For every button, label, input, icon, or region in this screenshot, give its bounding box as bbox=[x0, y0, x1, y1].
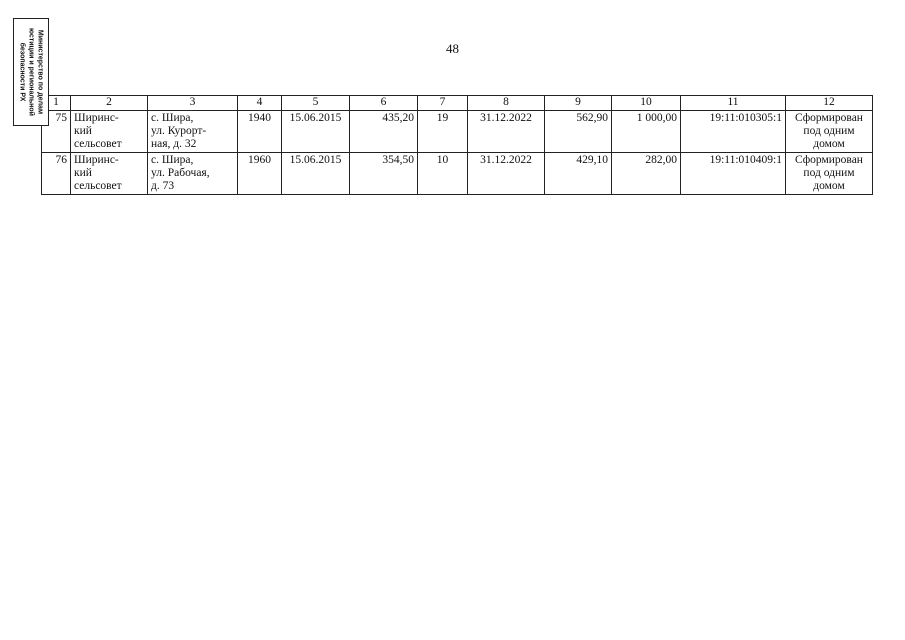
column-header: 12 bbox=[786, 96, 873, 111]
value-cell: 429,10 bbox=[545, 153, 612, 195]
value-cell: 354,50 bbox=[350, 153, 418, 195]
count-cell: 19 bbox=[418, 111, 468, 153]
address-cell bbox=[148, 111, 238, 153]
municipality-cell bbox=[71, 111, 148, 153]
address-line: ул. Курорт- bbox=[151, 125, 207, 137]
note-line: под одним bbox=[803, 167, 855, 179]
value-cell: 1 000,00 bbox=[612, 111, 681, 153]
municipality-line: сельсовет bbox=[74, 180, 122, 192]
municipality-line: Ширинс- bbox=[74, 154, 119, 166]
column-header: 8 bbox=[468, 96, 545, 111]
municipality-cell bbox=[71, 153, 148, 195]
date-cell: 15.06.2015 bbox=[282, 153, 350, 195]
address-line: ная, д. 32 bbox=[151, 138, 197, 150]
stamp-line: юстиции и региональной bbox=[27, 28, 35, 116]
header-row bbox=[42, 96, 873, 111]
municipality-line: кий bbox=[74, 125, 92, 137]
date-cell: 31.12.2022 bbox=[468, 111, 545, 153]
note-cell bbox=[786, 111, 873, 153]
address-line: ул. Рабочая, bbox=[151, 167, 210, 179]
municipality-line: кий bbox=[74, 167, 92, 179]
address-line: с. Шира, bbox=[151, 112, 194, 124]
address-line: д. 73 bbox=[151, 180, 175, 192]
note-line: домом bbox=[813, 138, 845, 150]
column-header: 11 bbox=[681, 96, 786, 111]
row-number: 75 bbox=[42, 111, 71, 153]
table-row bbox=[42, 153, 873, 195]
column-header: 6 bbox=[350, 96, 418, 111]
page-number: 48 bbox=[446, 41, 459, 56]
stamp-text bbox=[18, 20, 45, 124]
column-header: 5 bbox=[282, 96, 350, 111]
municipality-line: сельсовет bbox=[74, 138, 122, 150]
date-cell: 15.06.2015 bbox=[282, 111, 350, 153]
value-cell: 562,90 bbox=[545, 111, 612, 153]
column-header: 3 bbox=[148, 96, 238, 111]
note-line: под одним bbox=[803, 125, 855, 137]
ministry-stamp bbox=[13, 18, 49, 126]
year-cell: 1960 bbox=[238, 153, 282, 195]
municipality-line: Ширинс- bbox=[74, 112, 119, 124]
value-cell: 282,00 bbox=[612, 153, 681, 195]
column-header: 9 bbox=[545, 96, 612, 111]
row-number: 76 bbox=[42, 153, 71, 195]
column-header: 1 bbox=[42, 96, 71, 111]
year-cell: 1940 bbox=[238, 111, 282, 153]
note-line: Сформирован bbox=[795, 154, 863, 166]
value-cell: 435,20 bbox=[350, 111, 418, 153]
column-header: 10 bbox=[612, 96, 681, 111]
land-register-table bbox=[41, 95, 873, 195]
address-line: с. Шира, bbox=[151, 154, 194, 166]
column-header: 7 bbox=[418, 96, 468, 111]
column-header: 2 bbox=[71, 96, 148, 111]
count-cell: 10 bbox=[418, 153, 468, 195]
stamp-line: безопасности РХ bbox=[18, 42, 26, 102]
address-cell bbox=[148, 153, 238, 195]
note-cell bbox=[786, 153, 873, 195]
table-row bbox=[42, 111, 873, 153]
note-line: Сформирован bbox=[795, 112, 863, 124]
date-cell: 31.12.2022 bbox=[468, 153, 545, 195]
note-line: домом bbox=[813, 180, 845, 192]
cadastral-number-cell: 19:11:010409:1 bbox=[681, 153, 786, 195]
cadastral-number-cell: 19:11:010305:1 bbox=[681, 111, 786, 153]
stamp-line: Министерство по делам bbox=[36, 29, 44, 115]
column-header: 4 bbox=[238, 96, 282, 111]
